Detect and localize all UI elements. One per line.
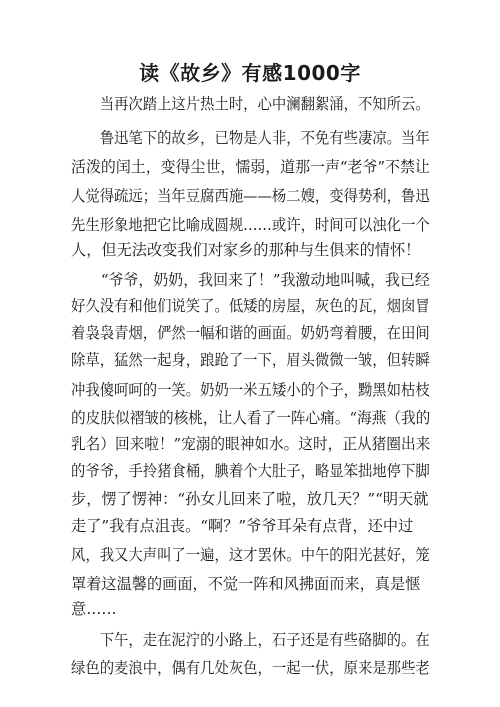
text-line: 的皮肤似褶皱的核桃，让人看了一阵心痛。“海燕（我的 — [71, 409, 431, 427]
text-line: 冲我傻呵呵的一笑。奶奶一米五矮小的个子，黝黑如枯枝 — [71, 381, 430, 399]
text-line: 当再次踏上这片热土时，心中澜翻絮涌，不知所云。 — [71, 95, 430, 113]
text-line: 鲁迅笔下的故乡，已物是人非，不免有些凄凉。当年 — [71, 129, 430, 147]
text-line: 意…… — [71, 600, 117, 618]
text-line: 绿色的麦浪中，偶有几处灰色，一起一伏，原来是那些老 — [71, 659, 430, 677]
text-line: 步，愣了愣神：“孙女儿回来了啦，放几天？”“明天就 — [71, 490, 429, 508]
text-line: 下午，走在泥泞的小路上，石子还是有些硌脚的。在 — [71, 631, 430, 649]
text-line: 风，我又大声叫了一遍，这才罢休。中午的阳光甚好，笼 — [71, 546, 430, 564]
text-line: 的爷爷，手拎猪食桶，腆着个大肚子，略显笨拙地停下脚 — [71, 462, 430, 480]
text-line: 走了”我有点沮丧。“啊？”爷爷耳朵有点背，还中过 — [71, 517, 414, 535]
text-line: 先生形象地把它比喻成圆规……或许，时间可以浊化一个 — [71, 216, 430, 234]
text-line: 人觉得疏远；当年豆腐西施——杨二嫂，变得势利，鲁迅 — [71, 187, 430, 205]
text-line: 罩着这温馨的画面，不觉一阵和风拂面而来，真是惬 — [71, 575, 421, 593]
text-line: 活泼的闰土，变得尘世，懦弱，道那一声“老爷”不禁让 — [71, 158, 430, 176]
text-line: 着袅袅青烟，俨然一幅和谐的画面。奶奶弯着腰，在田间 — [71, 324, 430, 342]
text-line: “爷爷，奶奶，我回来了！”我激动地叫喊，我已经 — [71, 271, 430, 289]
text-line: 乳名）回来啦！”宠溺的眼神如水。这时，正从猪圈出来 — [71, 435, 431, 453]
document-title: 读《故乡》有感1000字 — [139, 61, 361, 85]
text-line: 好久没有和他们说笑了。低矮的房屋，灰色的瓦，烟囱冒 — [71, 297, 430, 315]
text-line: 人，但无法改变我们对家乡的那种与生俱来的情怀！ — [71, 241, 421, 259]
text-line: 除草，猛然一起身，踉跄了一下，眉头微微一皱，但转瞬 — [71, 351, 430, 369]
